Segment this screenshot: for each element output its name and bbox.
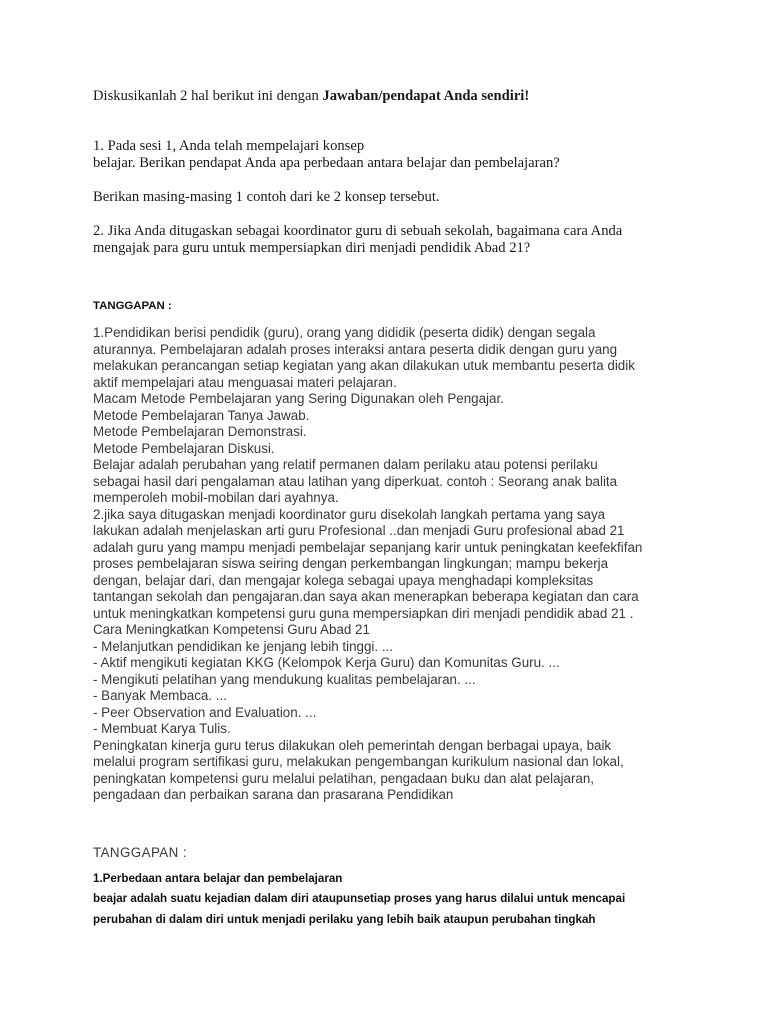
intro-paragraph <box>93 88 733 105</box>
text-line: beajar adalah suatu kejadian dalam diri ataupunsetiap proses yang harus dilalui untuk mencapai <box>93 892 626 905</box>
text-line: 1.Pendidikan berisi pendidik (guru), orang yang dididik (peserta didik) dengan segala <box>93 325 596 340</box>
text-line: - Mengikuti pelatihan yang mendukung kualitas pembelajaran. ... <box>93 671 476 687</box>
text-line: 2.jika saya ditugaskan menjadi koordinator guru disekolah langkah pertama yang saya <box>93 506 606 522</box>
text-line: adalah guru yang mampu menjadi pembelajar sepanjang karir untuk peningkatan keefekfifan <box>93 539 643 555</box>
text-line: perubahan di dalam diri untuk menjadi perilaku yang lebih baik ataupun perubahan tingkah <box>93 912 596 926</box>
text-line: sebagai hasil dari pengalaman atau latihan yang diperkuat. contoh : Seorang anak balita <box>93 473 618 489</box>
text-line: peningkatan kompetensi guru melalui pelatihan, pengadaan buku dan alat pelajaran, <box>93 770 595 786</box>
text-line: - Membuat Karya Tulis. <box>93 721 231 736</box>
response-2-body <box>93 889 733 930</box>
text-line: Belajar adalah perubahan yang relatif permanen dalam perilaku atau potensi perilaku <box>93 457 598 472</box>
text-line: aturannya. Pembelajaran adalah proses interaksi antara peserta didik dengan guru yang <box>93 341 618 357</box>
question-1-line-2: belajar. Berikan pendapat Anda apa perbedaan antara belajar dan pembelajaran? <box>93 155 560 171</box>
response-2-heading: TANGGAPAN : <box>93 845 187 860</box>
question-2-line-2: mengajak para guru untuk mempersiapkan diri menjadi pendidik Abad 21? <box>93 240 531 256</box>
text-line: lakukan adalah menjelaskan arti guru Profesional ..dan menjadi Guru profesional abad 21 <box>93 523 625 538</box>
text-line: - Aktif mengikuti kegiatan KKG (Kelompok Kerja Guru) dan Komunitas Guru. ... <box>93 655 560 670</box>
response-2-subheading: 1.Perbedaan antara belajar dan pembelajaran <box>93 872 343 885</box>
text-line: melakukan perancangan setiap kegiatan yang akan dilakukan utuk membantu peserta didik <box>93 358 635 373</box>
text-line: Macam Metode Pembelajaran yang Sering Digunakan oleh Pengajar. <box>93 391 504 406</box>
text-line: - Melanjutkan pendidikan ke jenjang lebih tinggi. ... <box>93 638 393 654</box>
text-line: aktif mempelajari atau menguasai materi pelajaran. <box>93 374 397 390</box>
question-1-line-1: 1. Pada sesi 1, Anda telah mempelajari konsep <box>93 138 365 154</box>
text-line: - Banyak Membaca. ... <box>93 688 227 703</box>
text-line: memperoleh mobil-mobilan dari ayahnya. <box>93 490 339 505</box>
text-line: proses pembelajaran siswa seiring dengan perkembangan lingkungan; mampu bekerja <box>93 556 609 571</box>
intro-text: Diskusikanlah 2 hal berikut ini dengan <box>93 88 323 104</box>
text-line: Metode Pembelajaran Demonstrasi. <box>93 424 307 439</box>
question-2 <box>93 223 733 257</box>
text-line: tantangan sekolah dan pengajaran.dan saya akan menerapkan beberapa kegiatan dan cara <box>93 589 639 604</box>
text-line: dengan, belajar dari, dan mengajar kolega sebagai upaya menghadapi kompleksitas <box>93 572 594 588</box>
text-line: Peningkatan kinerja guru terus dilakukan oleh pemerintah dengan berbagai upaya, baik <box>93 737 612 753</box>
text-line: melalui program sertifikasi guru, melakukan pengembangan kurikulum nasional dan lokal, <box>93 754 624 769</box>
text-line: - Peer Observation and Evaluation. ... <box>93 704 317 720</box>
response-1-body <box>93 325 733 804</box>
text-line: untuk meningkatkan kompetensi guru guna mempersiapkan diri menjadi pendidik abad 21 . <box>93 605 634 621</box>
question-2-line-1: 2. Jika Anda ditugaskan sebagai koordinator guru di sebuah sekolah, bagaimana cara Anda <box>93 223 623 239</box>
text-line: pengadaan dan perbaikan sarana dan prasarana Pendidikan <box>93 787 454 802</box>
text-line: Metode Pembelajaran Diskusi. <box>93 440 275 456</box>
intro-emphasis: Jawaban/pendapat Anda sendiri! <box>322 88 530 104</box>
text-line: Metode Pembelajaran Tanya Jawab. <box>93 407 310 423</box>
text-line: Cara Meningkatkan Kompetensi Guru Abad 21 <box>93 622 370 637</box>
question-1-followup: Berikan masing-masing 1 contoh dari ke 2 konsep tersebut. <box>93 189 440 205</box>
question-1 <box>93 138 733 172</box>
response-1-heading: TANGGAPAN : <box>93 300 172 312</box>
